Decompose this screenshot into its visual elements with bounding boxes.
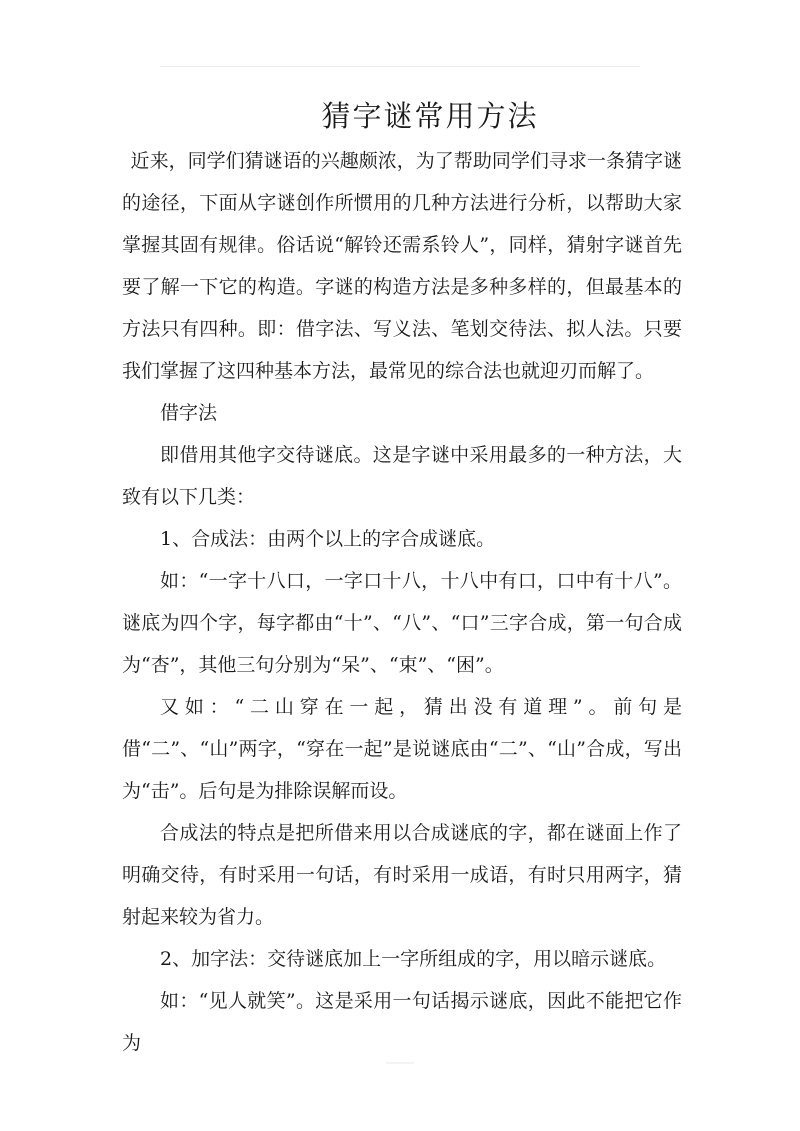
paragraph-addition-method: 2、加字法：交待谜底加上一字所组成的字，用以暗示谜底。 (160, 948, 667, 970)
document-body (122, 140, 682, 1064)
paragraph-intro: 近来，同学们猜谜语的兴趣颇浓，为了帮助同学们寻求一条猜字谜的途径，下面从字谜创作所惯用的几种方法进行分析，以帮助大家掌握其固有规律。俗话说“解铃还需系铃人”，同样，猜射字谜首先要了解一下它的构造。字谜的构造方法是多种多样的，但最基本的方法只有四种。即：借字法、写义法、笔划交待法、拟人法。只要我们掌握了这四种基本方法，最常见的综合法也就迎刃而解了。 (122, 150, 682, 382)
paragraph-borrow-definition: 即借用其他字交待谜底。这是字谜中采用最多的一种方法，大致有以下几类： (122, 444, 682, 508)
paragraph-example-1: 如：“一字十八口，一字口十八，十八中有口，口中有十八”。谜底为四个字，每字都由“十”、“八”、“口”三字合成，第一句合成为“杏”，其他三句分别为“呆”、“束”、“困”。 (122, 570, 682, 676)
paragraph-example-2: 又如：“二山穿在一起，猜出没有道理”。前句是借“二”、“山”两字，“穿在一起”是说谜底由“二”、“山”合成，写出为“击”。后句是为排除误解而设。 (122, 696, 682, 802)
section-heading-borrow-method: 借字法 (160, 402, 218, 424)
header-divider (160, 66, 640, 67)
paragraph-combination-summary: 合成法的特点是把所借来用以合成谜底的字，都在谜面上作了明确交待，有时采用一句话，有时采用一成语，有时只用两字，猜射起来较为省力。 (122, 822, 682, 928)
footer-mark (386, 1062, 414, 1064)
paragraph-addition-example: 如：“见人就笑”。这是采用一句话揭示谜底，因此不能把它作为 (122, 990, 682, 1054)
paragraph-combination-method: 1、合成法：由两个以上的字合成谜底。 (160, 528, 496, 550)
page-title: 猜字谜常用方法 (321, 99, 539, 133)
